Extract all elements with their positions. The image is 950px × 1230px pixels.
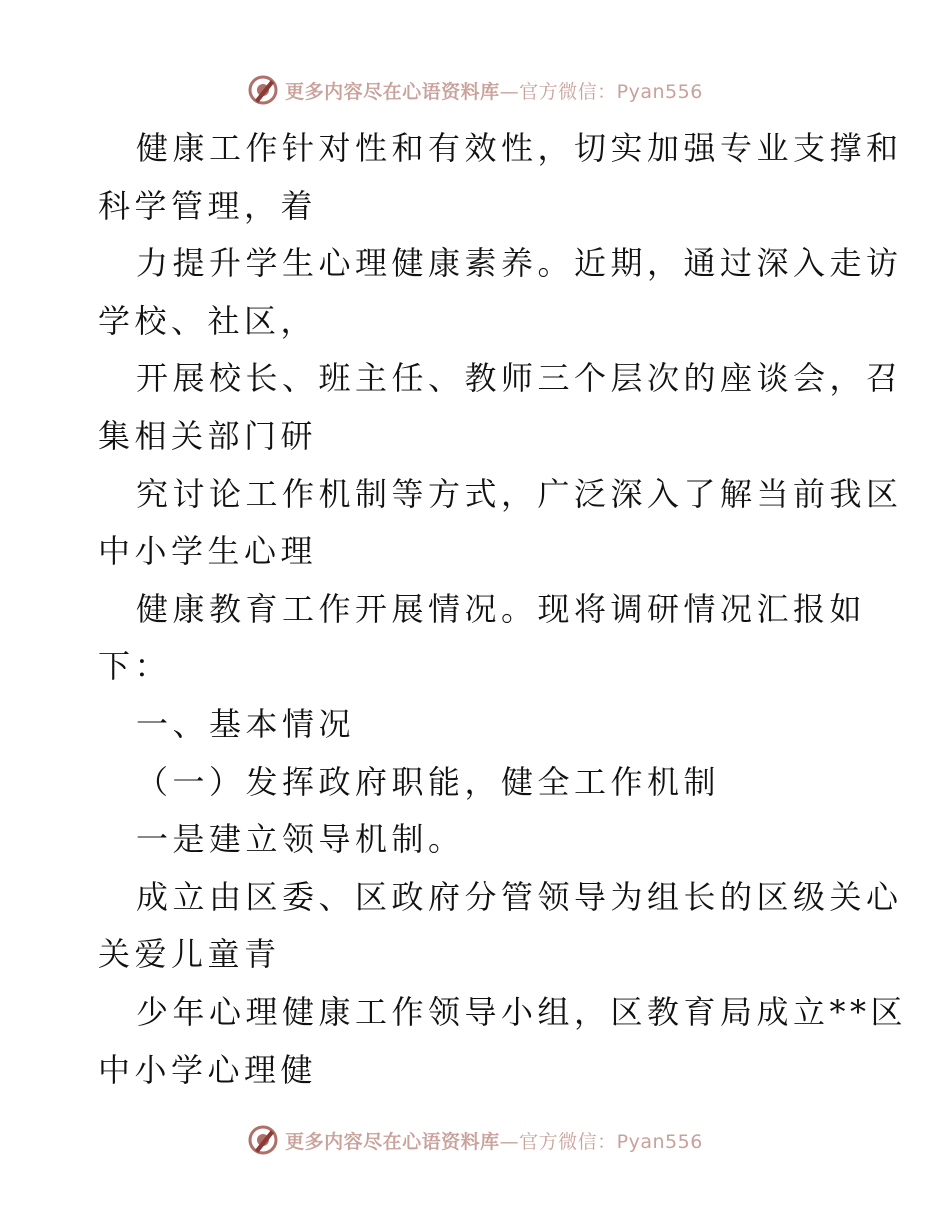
text-line: 学校、社区， [98, 301, 318, 340]
pen-logo-icon [247, 1124, 279, 1156]
text-line: 科学管理，着 [98, 186, 318, 225]
text-line: （一）发挥政府职能，健全工作机制 [136, 762, 721, 801]
text-line: 成立由区委、区政府分管领导为组长的区级关心 [136, 877, 903, 916]
header-watermark [0, 70, 950, 110]
watermark-text: 更多内容尽在心语资料库—官方微信：Pyan556 [285, 1130, 703, 1153]
watermark-text: 更多内容尽在心语资料库—官方微信：Pyan556 [285, 80, 703, 103]
text-line: 关爱儿童青 [98, 935, 281, 974]
text-line: 究讨论工作机制等方式，广泛深入了解当前我区 [136, 474, 903, 513]
text-line: 少年心理健康工作领导小组，区教育局成立**区 [136, 992, 908, 1031]
text-line: 中小学心理健 [98, 1050, 318, 1089]
text-line: 集相关部门研 [98, 416, 318, 455]
text-line: 健康教育工作开展情况。现将调研情况汇报如 [136, 589, 867, 628]
text-line: 开展校长、班主任、教师三个层次的座谈会，召 [136, 359, 903, 398]
footer-watermark [0, 1120, 950, 1160]
text-line: 力提升学生心理健康素养。近期，通过深入走访 [136, 244, 903, 283]
text-line: 健康工作针对性和有效性，切实加强专业支撑和 [136, 129, 903, 167]
text-line: 一是建立领导机制。 [136, 820, 465, 859]
text-line: 下： [98, 647, 172, 686]
document-body [98, 120, 908, 1099]
text-line: 中小学生心理 [98, 532, 318, 571]
pen-logo-icon [247, 74, 279, 106]
text-line: 一、基本情况 [136, 704, 356, 743]
